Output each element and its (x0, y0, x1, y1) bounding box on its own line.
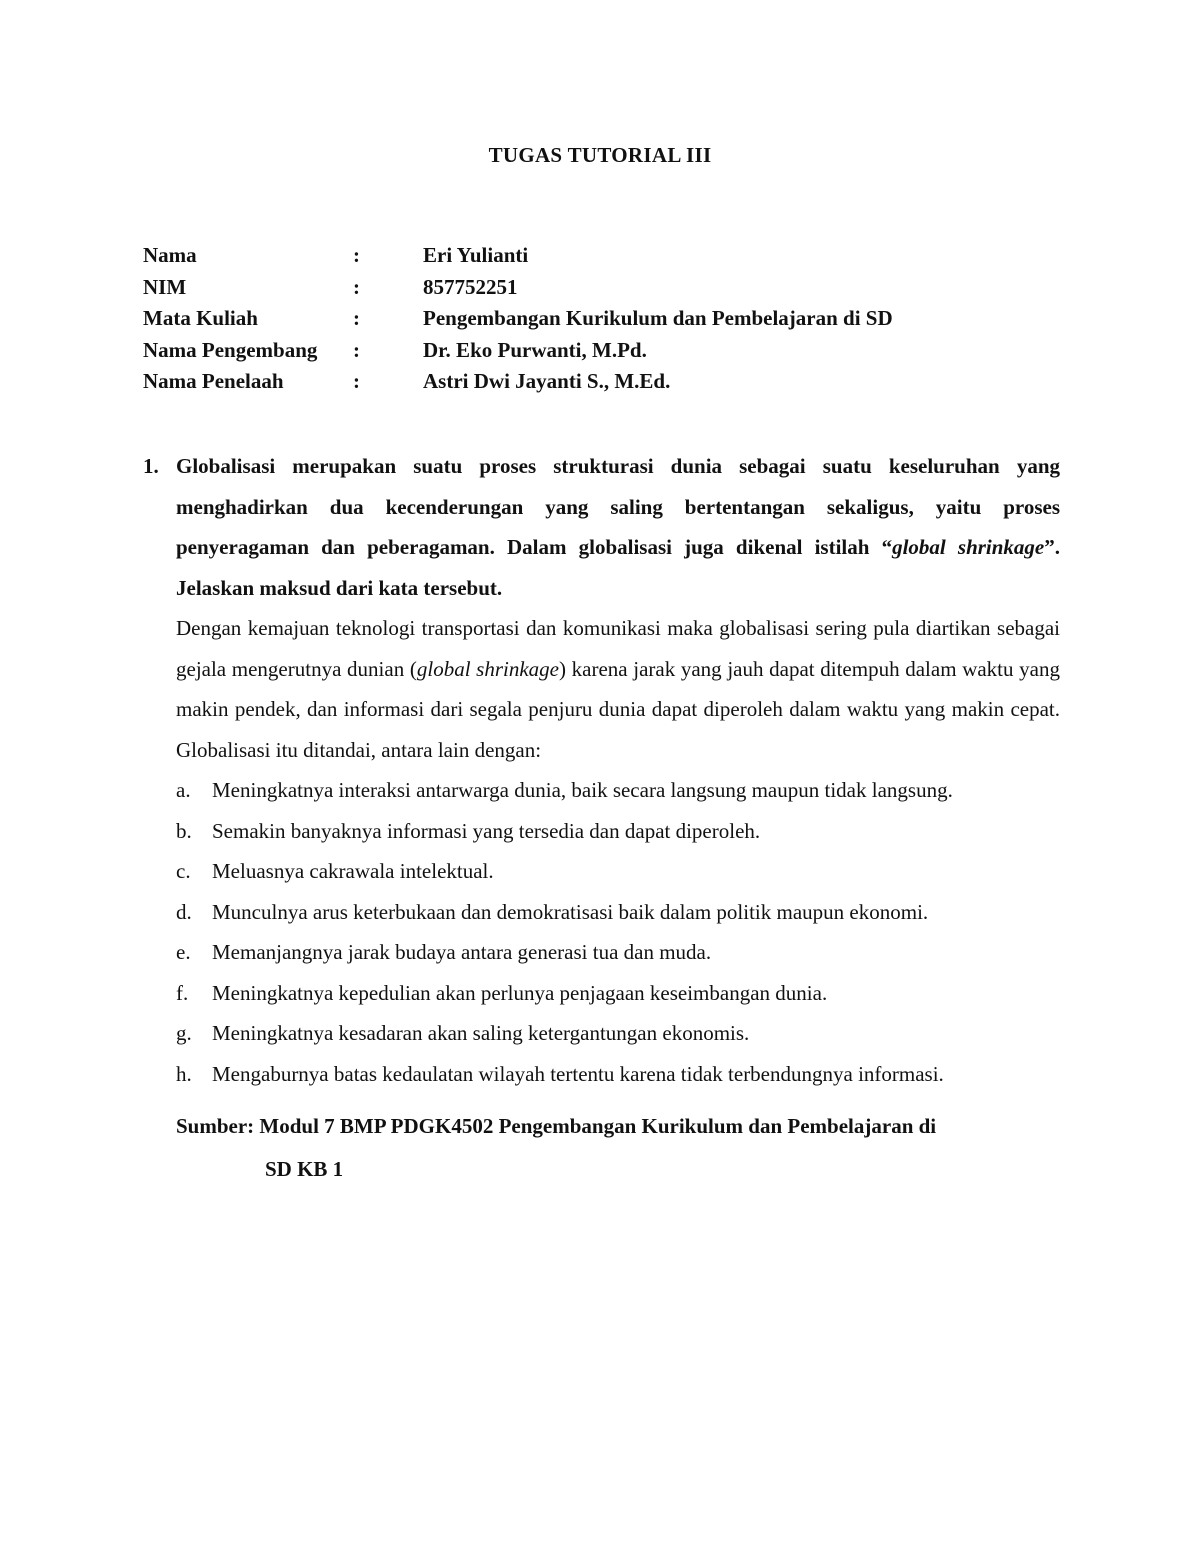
info-label: NIM (143, 274, 187, 299)
info-row-nama-penelaah (143, 366, 893, 398)
list-text: Meningkatnya kesadaran akan saling ketergantungan ekonomis. (212, 1021, 750, 1045)
list-item (176, 1013, 1060, 1054)
student-info (143, 240, 893, 398)
info-colon: : (353, 243, 360, 267)
info-colon: : (353, 306, 360, 330)
list-text: Meningkatnya interaksi antarwarga dunia, baik secara langsung maupun tidak langsung. (212, 778, 953, 802)
info-row-nama-pengembang (143, 335, 893, 367)
list-item (176, 1054, 1060, 1095)
info-colon: : (353, 369, 360, 393)
question-text-italic: global shrinkage (892, 535, 1045, 559)
list-item (176, 811, 1060, 852)
list-item (176, 973, 1060, 1014)
source-citation-line2: SD KB 1 (265, 1157, 344, 1181)
list-letter: e. (176, 940, 191, 964)
info-label: Mata Kuliah (143, 306, 258, 330)
list-letter: b. (176, 818, 192, 843)
info-label: Nama (143, 243, 197, 267)
list-item (176, 932, 1060, 973)
list-text: Meningkatnya kepedulian akan perlunya penjagaan keseimbangan dunia. (212, 980, 828, 1005)
question-number: 1. (143, 454, 159, 478)
info-row-nama (143, 240, 893, 272)
info-value: Astri Dwi Jayanti S., M.Ed. (423, 369, 671, 393)
list-text: Meluasnya cakrawala intelektual. (212, 859, 494, 883)
answer-italic: global shrinkage (416, 656, 559, 681)
list-letter: f. (176, 980, 189, 1005)
info-colon: : (353, 337, 360, 362)
list-text: Memanjangnya jarak budaya antara generasi tua dan muda. (212, 940, 712, 964)
list-letter: h. (176, 1061, 192, 1086)
list-letter: g. (176, 1021, 192, 1045)
info-colon: : (353, 274, 360, 299)
document-title: TUGAS TUTORIAL III (488, 143, 712, 167)
info-value: Pengembangan Kurikulum dan Pembelajaran di SD (423, 306, 893, 330)
list-item (176, 892, 1060, 933)
list-letter: c. (176, 859, 191, 883)
list-item (176, 770, 1060, 811)
answer-part2: ) karena jarak yang jauh dapat ditempuh dalam waktu yang makin pendek, dan informasi dari segala penjuru dunia dapat diperoleh dalam waktu yang makin cepat. Globalisasi itu ditandai, antara lain dengan: (176, 656, 1060, 762)
question-section (143, 446, 1060, 1191)
answer-list (176, 770, 1060, 1094)
question-text-part1: Globalisasi merupakan suatu proses strukturasi dunia sebagai suatu keseluruhan yang menghadirkan dua kecenderungan yang saling bertentangan sekaligus, yaitu proses penyeragaman dan peberagaman. Dalam globalisasi juga dikenal istilah “ (176, 454, 1060, 559)
list-text: Mengaburnya batas kedaulatan wilayah tertentu karena tidak terbendungnya informasi. (212, 1061, 944, 1086)
info-value: 857752251 (423, 274, 518, 299)
question-text-part2: ”. Jelaskan maksud dari kata tersebut. (176, 535, 1061, 600)
info-row-nim (143, 272, 893, 304)
info-label: Nama Pengembang (143, 337, 318, 362)
info-row-mata-kuliah (143, 303, 893, 335)
list-letter: a. (176, 778, 191, 802)
answer-part1: Dengan kemajuan teknologi transportasi dan komunikasi maka globalisasi sering pula diartikan sebagai gejala mengerutnya dunian ( (176, 616, 1060, 681)
info-value: Dr. Eko Purwanti, M.Pd. (423, 337, 647, 362)
answer-paragraph (176, 608, 1060, 770)
list-text: Semakin banyaknya informasi yang tersedia dan dapat diperoleh. (212, 818, 761, 843)
list-text: Munculnya arus keterbukaan dan demokratisasi baik dalam politik maupun ekonomi. (212, 899, 929, 924)
list-item (176, 851, 1060, 892)
source-citation: Sumber: Modul 7 BMP PDGK4502 Pengembangan Kurikulum dan Pembelajaran di (176, 1114, 937, 1138)
question-text (176, 446, 1060, 608)
info-label: Nama Penelaah (143, 369, 284, 393)
info-value: Eri Yulianti (423, 243, 529, 267)
list-letter: d. (176, 899, 192, 924)
